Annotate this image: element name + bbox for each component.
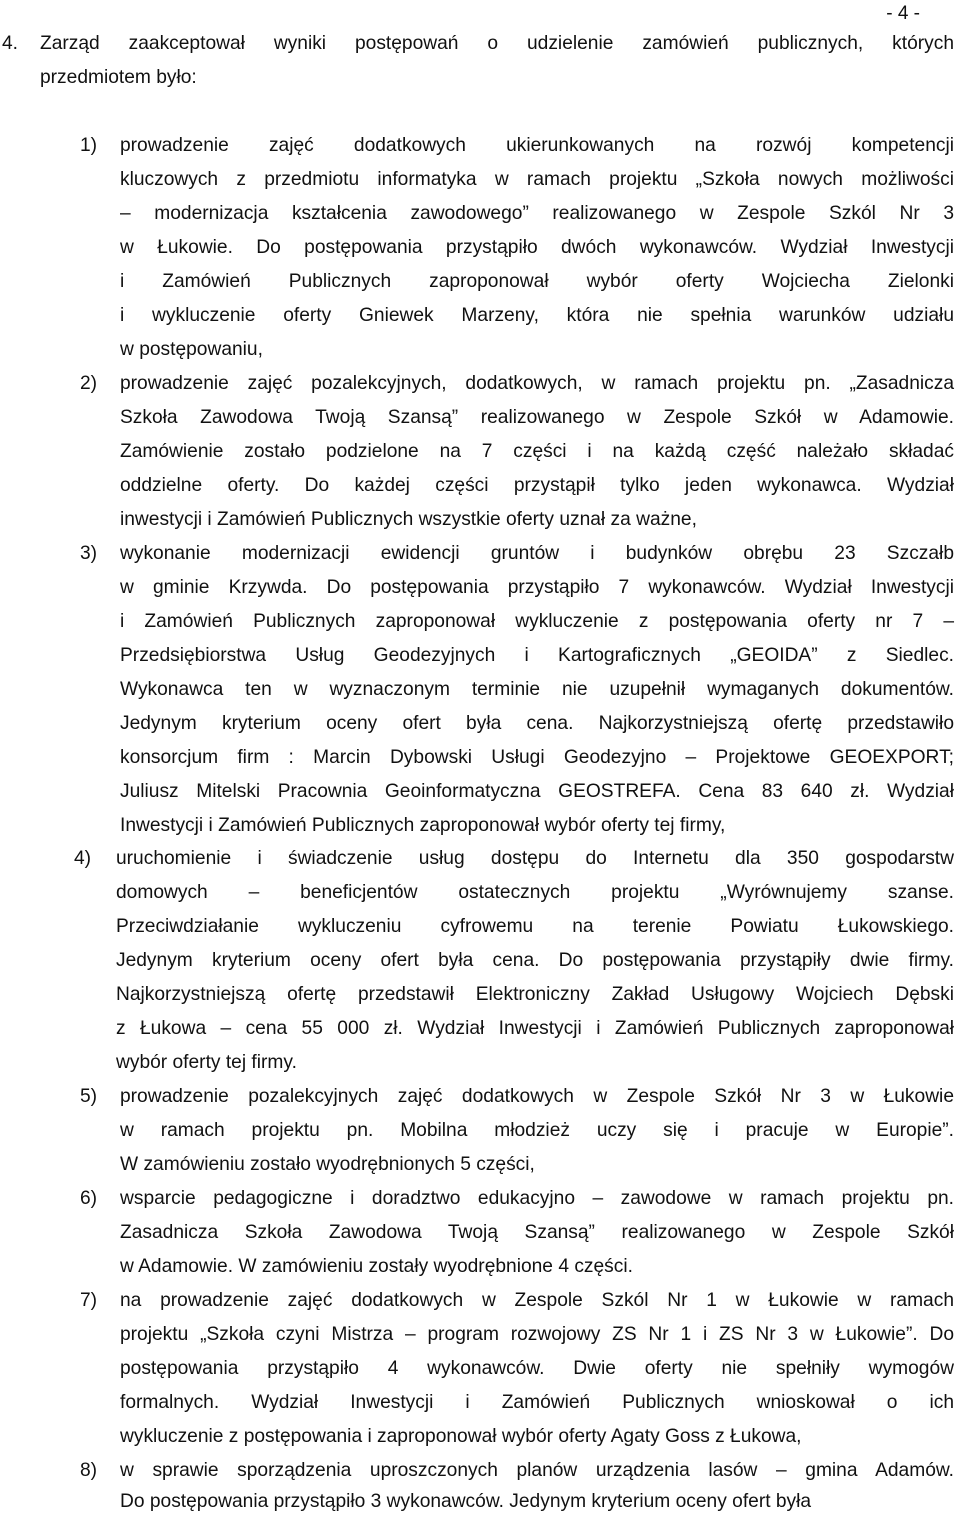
item-2-line-2: Szkoła Zawodowa Twoją Szansą” realizowanego w Zespole Szkół w Adamowie. <box>120 407 954 428</box>
section-heading-line-2: przedmiotem było: <box>40 67 197 88</box>
item-3-line-2: w gminie Krzywda. Do postępowania przystąpiło 7 wykonawców. Wydział Inwestycji <box>120 577 954 598</box>
item-5-label: 5) <box>80 1086 98 1107</box>
item-4-label: 4) <box>74 848 92 869</box>
section-heading-line-1: Zarząd zaakceptował wyniki postępowań o udzielenie zamówień publicznych, których <box>40 33 954 54</box>
item-3-line-5: Wykonawca ten w wyznaczonym terminie nie uzupełnił wymaganych dokumentów. <box>120 679 954 700</box>
page-number: - 4 - <box>886 3 920 24</box>
item-3-line-1: wykonanie modernizacji ewidencji gruntów i budynków obrębu 23 Szczałb <box>120 543 954 564</box>
item-5-line-3: W zamówieniu zostało wyodrębnionych 5 części, <box>120 1154 535 1175</box>
item-6-line-2: Zasadnicza Szkoła Zawodowa Twoją Szansą” realizowanego w Zespole Szkół <box>120 1222 954 1243</box>
item-8-label: 8) <box>80 1460 98 1481</box>
item-1-line-4: w Łukowie. Do postępowania przystąpiło dwóch wykonawców. Wydział Inwestycji <box>120 237 954 258</box>
item-7-label: 7) <box>80 1290 98 1311</box>
item-1-line-7: w postępowaniu, <box>120 339 263 360</box>
item-3-line-4: Przedsiębiorstwa Usług Geodezyjnych i Kartograficznych „GEOIDA” z Siedlec. <box>120 645 954 666</box>
item-3-line-6: Jedynym kryterium oceny ofert była cena. Najkorzystniejszą ofertę przedstawiło <box>120 713 954 734</box>
item-2-line-4: oddzielne oferty. Do każdej części przystąpił tylko jeden wykonawca. Wydział <box>120 475 954 496</box>
item-8-line-1: w sprawie sporządzenia uproszczonych planów urządzenia lasów – gmina Adamów. <box>120 1460 954 1481</box>
item-1-line-3: – modernizacja kształcenia zawodowego” realizowanego w Zespole Szkól Nr 3 <box>120 203 954 224</box>
item-4-line-2: domowych – beneficjentów ostatecznych projektu „Wyrównujemy szanse. <box>116 882 954 903</box>
item-3-line-7: konsorcjum firm : Marcin Dybowski Usługi Geodezyjno – Projektowe GEOEXPORT; <box>120 747 954 768</box>
section-number: 4. <box>2 33 19 54</box>
item-4-line-6: z Łukowa – cena 55 000 zł. Wydział Inwestycji i Zamówień Publicznych zaproponował <box>116 1018 954 1039</box>
item-7-line-3: postępowania przystąpiło 4 wykonawców. Dwie oferty nie spełniły wymogów <box>120 1358 954 1379</box>
item-7-line-5: wykluczenie z postępowania i zaproponował wybór oferty Agaty Goss z Łukowa, <box>120 1426 802 1447</box>
item-1-line-2: kluczowych z przedmiotu informatyka w ramach projektu „Szkoła nowych możliwości <box>120 169 954 190</box>
item-8-line-2: Do postępowania przystąpiło 3 wykonawców. Jedynym kryterium oceny ofert była <box>120 1491 812 1512</box>
item-6-line-1: wsparcie pedagogiczne i doradztwo edukacyjno – zawodowe w ramach projektu pn. <box>120 1188 954 1209</box>
item-4-line-7: wybór oferty tej firmy. <box>116 1052 297 1073</box>
item-4-line-3: Przeciwdziałanie wykluczeniu cyfrowemu na terenie Powiatu Łukowskiego. <box>116 916 954 937</box>
item-3-line-9: Inwestycji i Zamówień Publicznych zaproponował wybór oferty tej firmy, <box>120 815 726 836</box>
item-2-line-3: Zamówienie zostało podzielone na 7 części i na każdą część należało składać <box>120 441 954 462</box>
item-2-line-5: inwestycji i Zamówień Publicznych wszystkie oferty uznał za ważne, <box>120 509 697 530</box>
item-4-line-4: Jedynym kryterium oceny ofert była cena. Do postępowania przystąpiły dwie firmy. <box>116 950 954 971</box>
item-3-line-8: Juliusz Mitelski Pracownia Geoinformatyczna GEOSTREFA. Cena 83 640 zł. Wydział <box>120 781 954 802</box>
item-1-label: 1) <box>80 135 98 156</box>
item-7-line-2: projektu „Szkoła czyni Mistrza – program rozwojowy ZS Nr 1 i ZS Nr 3 w Łukowie”. Do <box>120 1324 954 1345</box>
item-1-line-5: i Zamówień Publicznych zaproponował wybór oferty Wojciecha Zielonki <box>120 271 954 292</box>
item-6-label: 6) <box>80 1188 98 1209</box>
item-7-line-4: formalnych. Wydział Inwestycji i Zamówień Publicznych wnioskował o ich <box>120 1392 954 1413</box>
item-1-line-6: i wykluczenie oferty Gniewek Marzeny, która nie spełnia warunków udziału <box>120 305 954 326</box>
item-1-line-1: prowadzenie zajęć dodatkowych ukierunkowanych na rozwój kompetencji <box>120 135 954 156</box>
item-3-line-3: i Zamówień Publicznych zaproponował wykluczenie z postępowania oferty nr 7 – <box>120 611 954 632</box>
item-2-line-1: prowadzenie zajęć pozalekcyjnych, dodatkowych, w ramach projektu pn. „Zasadnicza <box>120 373 954 394</box>
item-2-label: 2) <box>80 373 98 394</box>
item-4-line-5: Najkorzystniejszą ofertę przedstawił Elektroniczny Zakład Usługowy Wojciech Dębski <box>116 984 954 1005</box>
item-6-line-3: w Adamowie. W zamówieniu zostały wyodrębnione 4 części. <box>120 1256 633 1277</box>
item-7-line-1: na prowadzenie zajęć dodatkowych w Zespole Szkól Nr 1 w Łukowie w ramach <box>120 1290 954 1311</box>
item-5-line-1: prowadzenie pozalekcyjnych zajęć dodatkowych w Zespole Szkół Nr 3 w Łukowie <box>120 1086 954 1107</box>
item-3-label: 3) <box>80 543 98 564</box>
item-5-line-2: w ramach projektu pn. Mobilna młodzież uczy się i pracuje w Europie”. <box>120 1120 954 1141</box>
item-4-line-1: uruchomienie i świadczenie usług dostępu do Internetu dla 350 gospodarstw <box>116 848 954 869</box>
